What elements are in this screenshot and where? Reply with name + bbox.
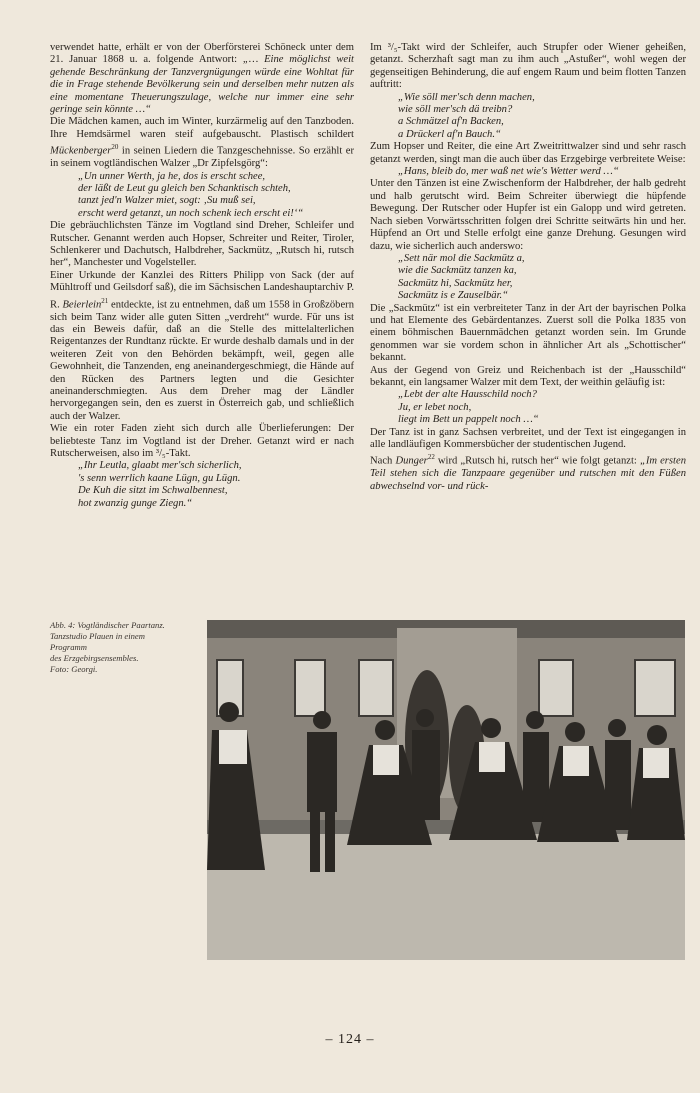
verse-quote: „Lebt der alte Hausschild noch? Ju, er lebet noch, liegt im Bett un pappelt noch …“ bbox=[398, 389, 539, 426]
verse-quote: „Hans, bleib do, mer waß net wie's Wetter werd …“ bbox=[398, 166, 619, 178]
paragraph: Unter den Tänzen ist eine Zwischenform der Halbdreher, der halb gedreht und halb gerutscht wird. Beim Schreiter überwiegt die hüpfende Bewegung. Der Rutscher oder Hupfer ist ein Galopp und wird getreten. Nach sieben Vorwärtsschritten folgen drei Schritte seitwärts hin und her. Hüpfend an Ort und Stelle erfolgt eine ganze Drehung. Gesungen wird dazu, wie sicherlich auch anderswo: bbox=[370, 178, 686, 252]
paragraph: Aus der Gegend von Greiz und Reichenbach ist der „Hausschild“ bekannt, ein langsamer Walzer mit dem Text, der weithin geläufig ist: bbox=[370, 364, 686, 388]
footnote-ref: 21 bbox=[101, 296, 109, 305]
paragraph: Die Mädchen kamen, auch im Winter, kurzärmelig auf den Tanzboden. Ihre Hemdsärmel waren steif aufgebauscht. Plastisch schildert Mückenberger$^{20}$ in seinen Liedern die Tanzgeschehnisse. So erzählt er in seinem vogtländischen Walzer „Dr Zipfelsgörg“: bbox=[50, 116, 354, 170]
paragraph: Zum Hopser und Reiter, die eine Art Zweitrittwalzer sind und sehr rasch getanzt werden, singt man die auch über das Erzgebirge verbreitete Weise: bbox=[370, 141, 686, 165]
dance-photo-illustration bbox=[207, 620, 685, 960]
figure-caption: Abb. 4: Vogtländischer Paartanz. Tanzstudio Plauen in einem Programm des Erzgebirgsensembles. Foto: Georgi. bbox=[50, 620, 165, 674]
paragraph: Der Tanz ist in ganz Sachsen verbreitet, und der Text ist eingegangen in alle landläufigen Kommersbücher der studentischen Jugend. bbox=[370, 426, 686, 450]
verse-quote: „Un unner Werth, ja he, dos is erscht schee, der läßt de Leut gu gleich ben Schanktisch schteh, tanzt jed'n Walzer miet, sogt: ‚Su muß sei, erscht werd getanzt, un noch schenk iech erscht ei!‘“ bbox=[78, 170, 304, 219]
right-text-column bbox=[370, 42, 686, 493]
left-text-column bbox=[50, 42, 354, 510]
page-number: – 124 – bbox=[325, 1032, 375, 1047]
quoted-letter: „… Eine möglichst weit gehende Beschränkung der Tanzvergnügungen würde eine Wohltat für die in Frage stehende Bevölkerung sein und derselben mehr nutzen als eine momentane Theuerungszulage, welche nur immer eine sehr geringe sein könnte …“ bbox=[50, 54, 354, 116]
paragraph: Die „Sackmütz“ ist ein verbreiteter Tanz in der Art der bayrischen Polka und hat Elemente des Gebärdentanzes. Zuerst soll die Polka 1835 von einem böhmischen Bauernmädchen getanzt worden sein. Im Grunde genommen war sie vordem schon in ähnlicher Art als „Schottischer“ bekannt. bbox=[370, 302, 686, 364]
footnote-ref: 20 bbox=[111, 143, 119, 152]
verse-quote: „Sett när mol die Sackmütz a, wie die Sackmütz tanzen ka, Sackmütz hi, Sackmütz her, Sackmütz is e Zauselbär.“ bbox=[398, 252, 525, 302]
paragraph: verwendet hatte, erhält er von der Oberförsterei Schöneck unter dem 21. Januar 1868 u. a. folgende Antwort: „… Eine möglichst weit gehende Beschränkung der Tanzvergnügungen würde eine Wohltat für die in Frage stehende Bevölkerung sein und derselben mehr nutzen als eine momentane Theuerungszulage, welche nur immer eine sehr geringe sein könnte …“ bbox=[50, 42, 354, 116]
author-name: Dunger bbox=[395, 455, 428, 467]
author-name: Beierlein bbox=[62, 299, 102, 311]
paragraph: Die gebräuchlichsten Tänze im Vogtland sind Dreher, Schleifer und Rutscher. Genannt werden auch Hopser, Schreiter und Reiter, Tiroler, Schlenkerer und Dachutsch, Halbdreher, Sackmütz, „Rutsch hi, rutsch her“, Manchester und Vogelsteller. bbox=[50, 220, 354, 269]
paragraph: Nach Dunger$^{22}$ wird „Rutsch hi, rutsch her“ wie folgt getanzt: „Im ersten Teil stehen sich die Tanzpaare gegenüber und rutschen mit den Füßen abwechselnd vor- und rück- bbox=[370, 453, 686, 492]
paragraph: Wie ein roter Faden zieht sich durch alle Überlieferungen: Der beliebteste Tanz im Vogtland ist der Dreher. Getanzt wird er nach Rutscherweisen, also im ³/₅-Takt. bbox=[50, 423, 354, 460]
author-name: Mückenberger bbox=[50, 145, 112, 157]
footnote-ref: 22 bbox=[427, 453, 435, 462]
dance-photo bbox=[207, 620, 685, 960]
verse-quote: „Wie söll mer'sch denn machen, wie söll mer'sch dä treibn? a Schmätzel af'n Backen, a Drückerl af'n Bauch.“ bbox=[398, 91, 535, 140]
verse-quote: „Ihr Leutla, glaabt mer'sch sicherlich, 's senn werrlich kaane Lügn, gu Lügn. De Kuh die sitzt im Schwalbennest, hot zwanzig gunge Ziegn.“ bbox=[78, 460, 242, 509]
quoted-description: „Im ersten Teil stehen sich die Tanzpaare gegenüber und rutschen mit den Füßen abwechselnd vor- und rück- bbox=[370, 455, 686, 492]
paragraph: Einer Urkunde der Kanzlei des Ritters Philipp von Sack (der auf Mühltroff und Geilsdorf saß), die im Sächsischen Landeshauptarchiv P. R. Beierlein$^{21}$ entdeckte, ist zu entnehmen, daß um 1558 in Großzöbern sich beim Tanz wider alle guten Sitten „verdreht“ wurde. Für uns ist das ein Beweis dafür, daß an die Stelle des mittelalterlichen Reigentanzes der Rundtanz rückte. Er wurde deshalb damals und in der weiteren Zeit von den Behörden bekämpft, weil, gegen alle Gewohnheit, die Tanzenden, eng aneinandergeschmiegt, die Hände auf den Rücken des Partners legten und die Gesichter aneinanderschmiegten. Aus dem Dreher mag der Ländler hervorgegangen sein, den es zuerst in Österreich gab, und schließlich auch der Walzer. bbox=[50, 269, 354, 422]
paragraph: Im ³/₅-Takt wird der Schleifer, auch Strupfer oder Wiener geheißen, getanzt. Scherzhaft sagt man zu ihm auch „Astußer“, wohl wegen der gegenseitigen Behinderung, die auf engem Raum und beim flotten Tanzen auftritt: bbox=[370, 42, 686, 91]
